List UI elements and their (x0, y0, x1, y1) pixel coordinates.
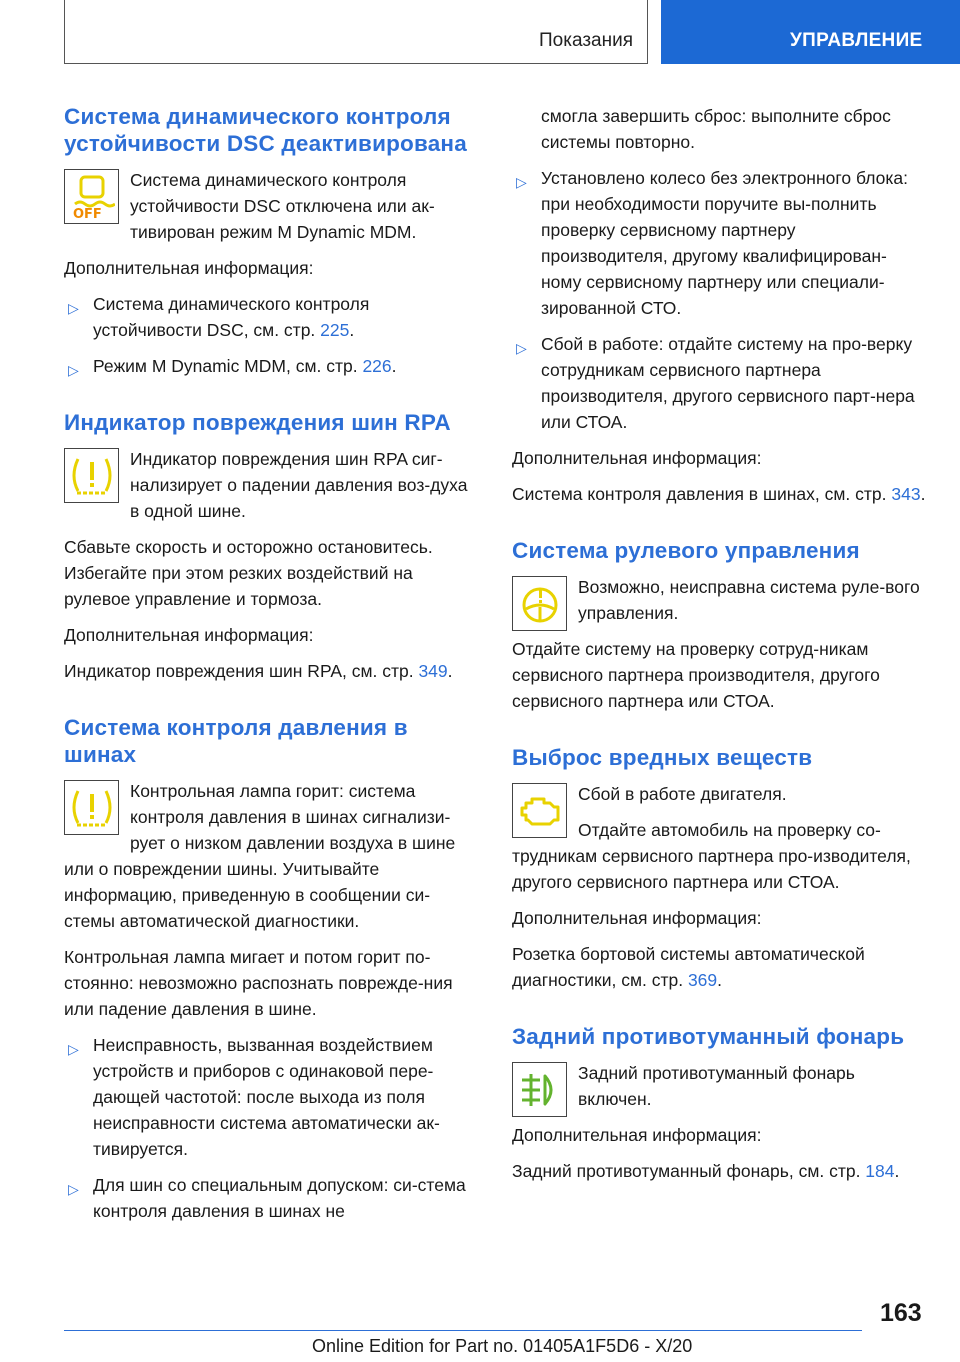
emission-info-label: Дополнительная информация: (512, 908, 762, 928)
steering-block (512, 574, 926, 714)
list-item: ▷ Для шин со специальным допуском: си-стема контроля давления в шинах не (68, 1175, 466, 1221)
steering-warning-icon (512, 576, 567, 631)
rpa-paragraph: Сбавьте скорость и осторожно остановитесь. Избегайте при этом резких воздействий на рулевое управление и тормоза. (64, 537, 433, 609)
tire-warning-icon (64, 448, 119, 503)
svg-text:OFF: OFF (72, 206, 102, 220)
tire-pressure-icon (64, 780, 119, 835)
heading-fog: Задний противотуманный фонарь (512, 1024, 905, 1049)
rpa-info-label: Дополнительная информация: (64, 625, 314, 645)
dsc-info-label: Дополнительная информация: (64, 258, 314, 278)
steering-text: Возможно, неисправна система руле-вого управления. (578, 577, 920, 623)
dsc-block (64, 167, 478, 245)
dsc-text: Система динамического контроля устойчивости DSC отключена или ак-тивирован режим M Dynamic MDM. (130, 170, 435, 242)
emission-block (512, 781, 926, 895)
tpm-paragraph: Контрольная лампа мигает и потом горит по-стоянно: невозможно распознать поврежде-ния или падение давления в шине. (64, 947, 453, 1019)
rpa-block (64, 446, 478, 524)
heading-emission: Выброс вредных веществ (512, 745, 813, 770)
continued-text: смогла завершить сброс: выполните сброс системы повторно. (541, 106, 891, 152)
page-ref-link[interactable]: 226 (362, 356, 392, 376)
header-section-title: Показания (539, 30, 633, 51)
fog-ref-paragraph: Задний противотуманный фонарь, см. стр. 184. (512, 1161, 900, 1181)
page-ref-link[interactable]: 369 (687, 970, 718, 990)
footer-edition: Online Edition for Part no. 01405A1F5D6 - X/20 (312, 1336, 693, 1356)
heading-rpa: Индикатор повреждения шин RPA (64, 410, 451, 435)
heading-dsc: Система динамического контроля устойчивости DSC деактивирована (64, 104, 467, 156)
emission-paragraph: Отдайте автомобиль на проверку со-трудникам сервисного партнера про-изводителя, другого сервисного партнера или СТОА. (512, 820, 911, 892)
emission-text: Сбой в работе двигателя. (578, 784, 787, 804)
dsc-off-icon (64, 169, 119, 224)
triangle-bullet-icon: ▷ (68, 362, 79, 378)
list-item: ▷ Сбой в работе: отдайте систему на про-верку сотрудникам сервисного партнера производителя, другого сервисного парт-нера или СТОА. (516, 334, 915, 432)
right-column (512, 103, 926, 1194)
page-ref-link[interactable]: 349 (418, 661, 448, 681)
rear-fog-light-icon (512, 1062, 567, 1117)
tpm-block (64, 778, 478, 934)
list-item: ▷ Режим M Dynamic MDM, см. стр. 226. (64, 353, 478, 379)
header-section-box (64, 0, 648, 64)
page-number: 163 (880, 1299, 922, 1327)
left-column (64, 103, 478, 1234)
triangle-bullet-icon: ▷ (68, 1181, 79, 1197)
page-ref-link[interactable]: 343 (891, 484, 921, 504)
triangle-bullet-icon: ▷ (68, 300, 79, 316)
footer-rule (64, 1330, 862, 1331)
fog-text: Задний противотуманный фонарь включен. (578, 1063, 855, 1109)
heading-tpm: Система контроля давления в шинах (64, 715, 408, 767)
page-ref-link[interactable]: 184 (865, 1161, 895, 1181)
engine-check-icon (512, 783, 567, 838)
triangle-bullet-icon: ▷ (516, 174, 527, 190)
fog-block (512, 1060, 926, 1148)
steering-paragraph: Отдайте систему на проверку сотруд-никам сервисного партнера производителя, другого сервисного партнера или СТОА. (512, 639, 880, 711)
list-item: ▷ Система динамического контроля устойчивости DSC, см. стр. 225. (68, 294, 370, 340)
fog-info-label: Дополнительная информация: (512, 1125, 762, 1145)
header-chapter-box (661, 0, 960, 64)
rpa-ref-paragraph: Индикатор повреждения шин RPA, см. стр. 349. (64, 661, 453, 681)
page-ref-link[interactable]: 225 (320, 320, 350, 340)
list-item: ▷ Неисправность, вызванная воздействием устройств и приборов с одинаковой пере-дающей частотой: после выхода из поля неисправности система автоматически ак-тивируется. (68, 1035, 440, 1159)
tpm-ref-paragraph: Система контроля давления в шинах, см. стр. 343. (512, 484, 926, 504)
list-item: ▷ Установлено колесо без электронного блока: при необходимости поручите вы-полнить проверку сервисному партнеру производителя, другому квалифицирован-ному сервисному партнеру или специали-зированной СТО. (516, 168, 908, 318)
triangle-bullet-icon: ▷ (516, 340, 527, 356)
header-chapter-title: УПРАВЛЕНИЕ (790, 30, 923, 51)
tpm-info-label: Дополнительная информация: (512, 448, 762, 468)
rpa-text: Индикатор повреждения шин RPA сиг-нализирует о падении давления воз-духа в одной шине. (130, 449, 468, 521)
tpm-text: Контрольная лампа горит: система контроля давления в шинах сигнализи-рует о низком давлении воздуха в шине или о повреждении шины. Учитывайте информацию, приведенную в сообщении си-стемы автоматической диагностики. (64, 781, 456, 931)
emission-ref-paragraph: Розетка бортовой системы автоматической диагностики, см. стр. 369. (512, 944, 865, 990)
heading-steering: Система рулевого управления (512, 538, 860, 563)
triangle-bullet-icon: ▷ (68, 1041, 79, 1057)
